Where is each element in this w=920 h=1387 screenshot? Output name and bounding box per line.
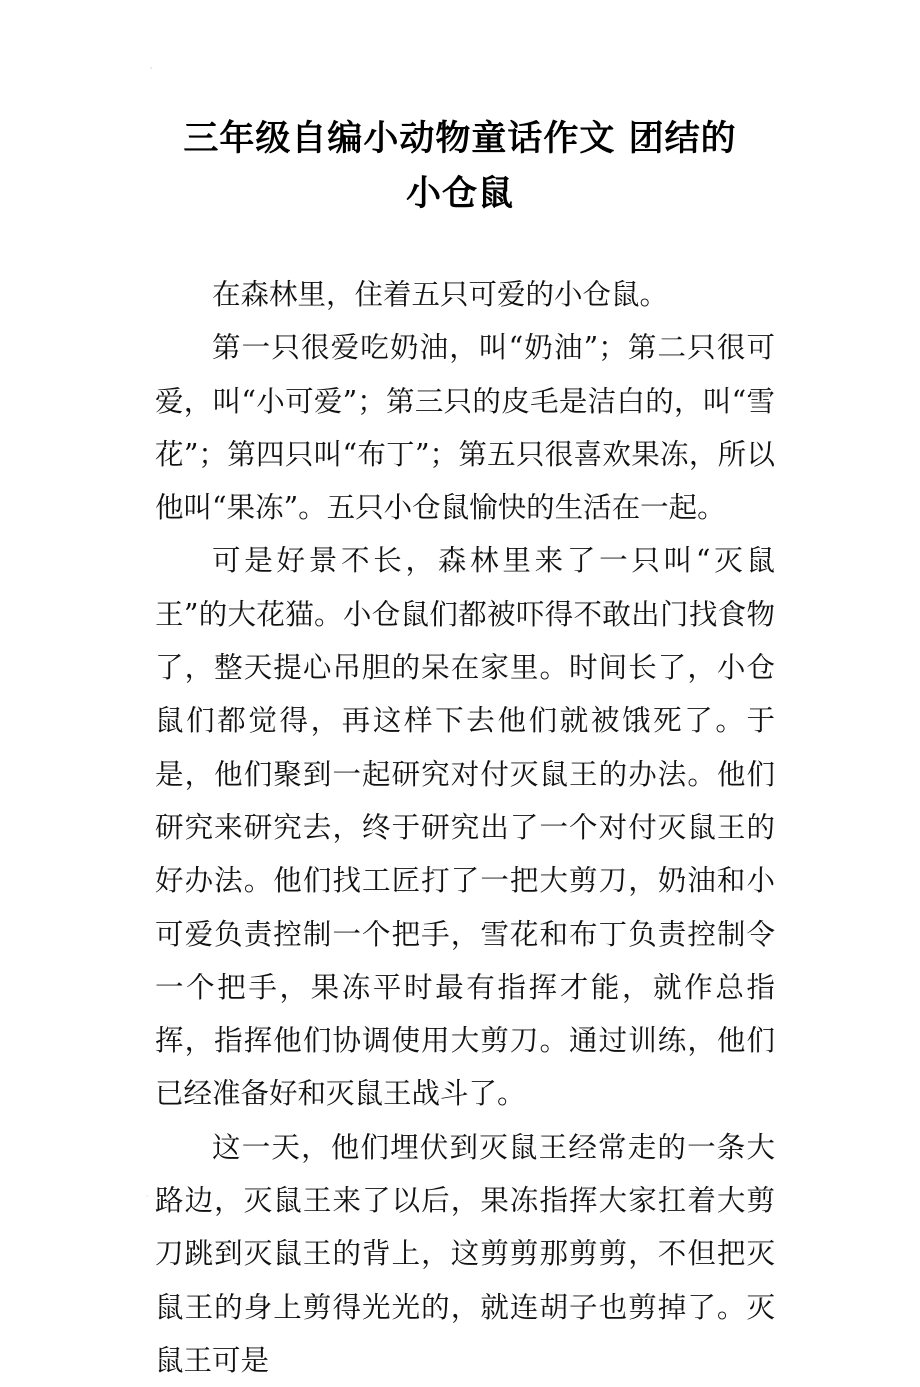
scan-mark: ' — [150, 66, 153, 75]
title-line-2: 小仓鼠 — [405, 174, 514, 214]
paragraph-4: 这一天，他们埋伏到灭鼠王经常走的一条大路边，灭鼠王来了以后，果冻指挥大家扛着大剪刀跳到灭鼠王的背上，这剪剪那剪剪，不但把灭鼠王的身上剪得光光的，就连胡子也剪掉了。灭鼠王可是 — [155, 1130, 775, 1377]
document-title — [120, 112, 800, 222]
paragraph-2: 第一只很爱吃奶油，叫“奶油”；第二只很可爱，叫“小可爱”；第三只的皮毛是洁白的，叫“雪花”；第四只叫“布丁”；第五只很喜欢果冻，所以他叫“果冻”。五只小仓鼠愉快的生活在一起。 — [155, 331, 775, 525]
paragraph-3: 可是好景不长，森林里来了一只叫“灭鼠王”的大花猫。小仓鼠们都被吓得不敢出门找食物了，整天提心吊胆的呆在家里。时间长了，小仓鼠们都觉得，再这样下去他们就被饿死了。于是，他们聚到一起研究对付灭鼠王的办法。他们研究来研究去，终于研究出了一个对付灭鼠王的好办法。他们找工匠打了一把大剪刀，奶油和小可爱负责控制一个把手，雪花和布丁负责控制令一个把手，果冻平时最有指挥才能，就作总指挥，指挥他们协调使用大剪刀。通过训练，他们已经准备好和灭鼠王战斗了。 — [155, 544, 775, 1111]
paragraph-1: 在森林里，住着五只可爱的小仓鼠。 — [212, 278, 669, 311]
document-body — [155, 268, 775, 1387]
scan-mark: · — [146, 1192, 149, 1201]
title-line-1: 三年级自编小动物童话作文 团结的 — [183, 119, 737, 159]
